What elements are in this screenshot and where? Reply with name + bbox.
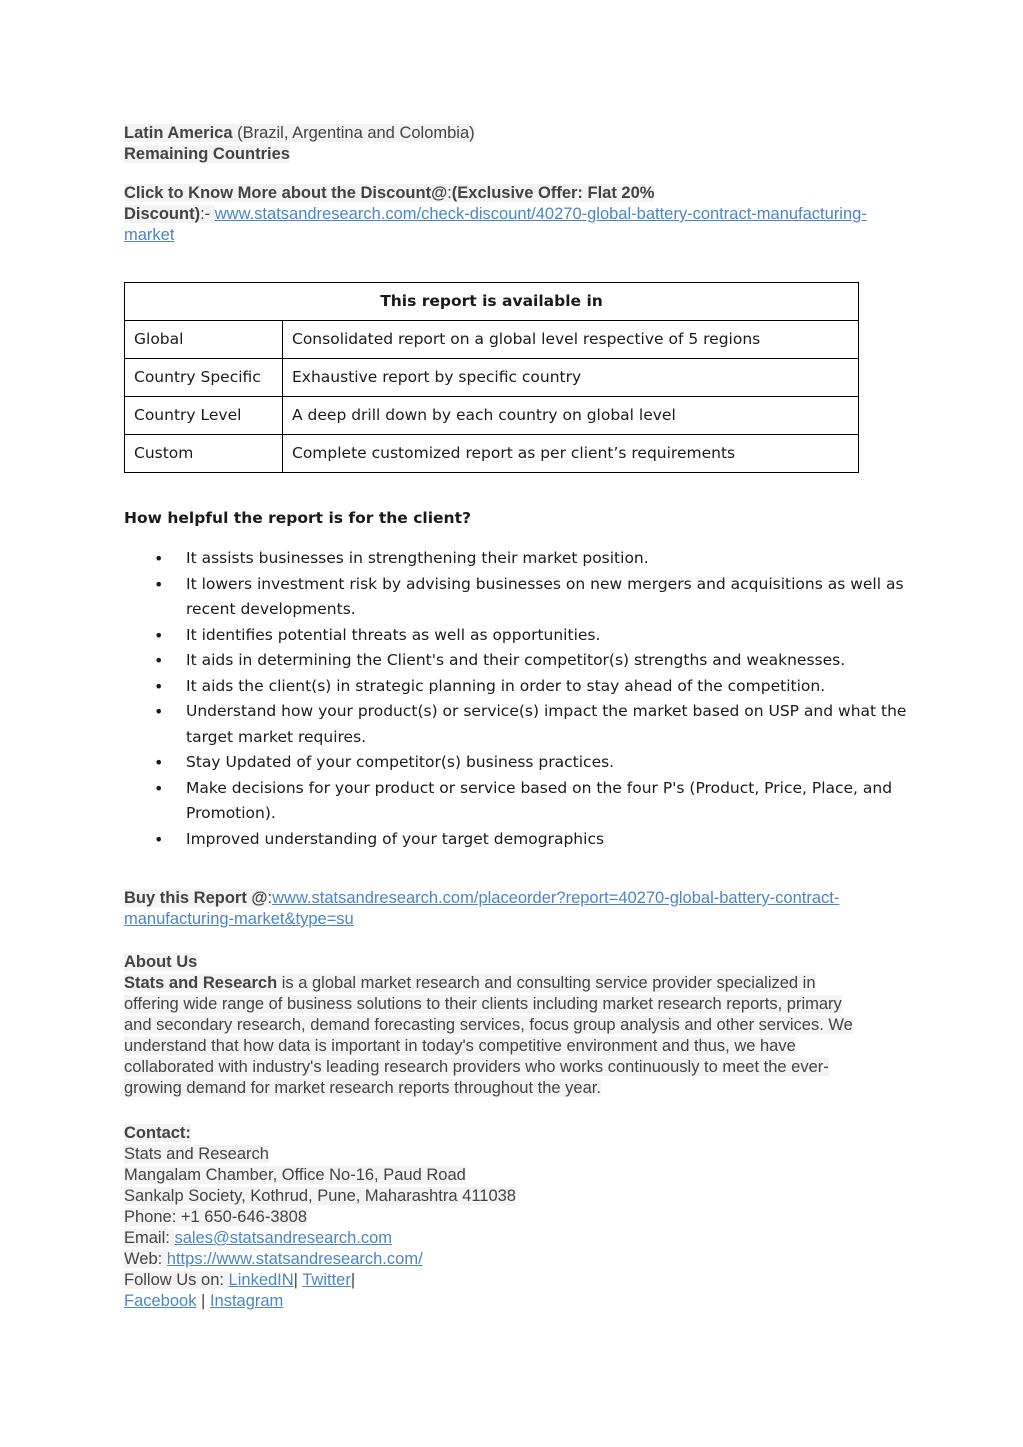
contact-block [124,1123,914,1312]
row-desc: Consolidated report on a global level respective of 5 regions [283,321,859,359]
about-heading [124,952,914,973]
discount-line-3 [124,225,914,246]
table-row [125,321,859,359]
about-text: understand that how data is important in today's competitive environment and thus, we have [124,1037,796,1055]
pipe-separator: | [196,1292,210,1310]
email-link[interactable]: sales@statsandresearch.com [174,1229,393,1247]
row-desc: Exhaustive report by specific country [283,359,859,397]
web-link[interactable]: https://www.statsandresearch.com/ [166,1250,423,1268]
contact-email [124,1228,914,1249]
pipe-separator: | [350,1271,356,1289]
about-block [124,952,914,1099]
buy-colon: : [267,889,273,907]
about-line [124,1078,914,1099]
discount-offer: (Exclusive Offer: Flat 20% [451,184,655,202]
row-type: Custom [125,435,283,473]
table-row [125,435,859,473]
remaining-countries: Remaining Countries [124,145,290,163]
discount-link-cont[interactable]: market [124,226,175,244]
table-header: This report is available in [125,283,859,321]
contact-name [124,1144,914,1165]
list-item: • It aids in determining the Client's and their competitor(s) strengths and weaknesses. [124,648,914,674]
helpful-heading: How helpful the report is for the client? [124,509,471,527]
contact-heading [124,1123,914,1144]
discount-label-end: Discount) [124,205,201,223]
contact-social [124,1291,914,1312]
row-desc: Complete customized report as per client’s requirements [283,435,859,473]
pipe-separator: | [293,1271,298,1289]
buy-link-cont[interactable]: manufacturing-market&type=su [124,910,354,928]
about-company: Stats and Research [124,974,278,992]
buy-block [124,888,914,930]
phone-text: Phone: +1 650-646-3808 [124,1208,308,1226]
contact-follow [124,1270,914,1291]
buy-link[interactable]: www.statsandresearch.com/placeorder?report=40270-global-battery-contract- [272,889,840,907]
about-text: growing demand for market research reports throughout the year. [124,1079,601,1097]
table-row [125,397,859,435]
discount-line-1 [124,183,914,204]
row-type: Country Level [125,397,283,435]
row-desc: A deep drill down by each country on global level [283,397,859,435]
about-line [124,994,914,1015]
list-item: • Make decisions for your product or service based on the four P's (Product, Price, Place, and Promotion). [124,776,914,827]
about-line [124,973,914,994]
facebook-link[interactable]: Facebook [124,1292,197,1310]
web-label: Web: [124,1250,167,1268]
about-line [124,1015,914,1036]
follow-label: Follow Us on: [124,1271,229,1289]
table-row [125,359,859,397]
contact-heading-text: Contact: [124,1124,191,1142]
linkedin-link[interactable]: LinkedIN [228,1271,294,1289]
twitter-link[interactable]: Twitter [302,1271,351,1289]
list-item: • It aids the client(s) in strategic planning in order to stay ahead of the competition. [124,674,914,700]
contact-address-2 [124,1186,914,1207]
row-type: Global [125,321,283,359]
buy-line-1 [124,888,914,909]
about-text: and secondary research, demand forecasting services, focus group analysis and other services. We [124,1016,853,1034]
discount-label: Click to Know More about the Discount@ [124,184,448,202]
list-item: • Understand how your product(s) or service(s) impact the market based on USP and what the target market requires. [124,699,914,750]
address-text: Mangalam Chamber, Office No-16, Paud Road [124,1166,466,1184]
instagram-link[interactable]: Instagram [209,1292,284,1310]
about-line [124,1036,914,1057]
discount-separator: :- [200,205,215,223]
contact-address-1 [124,1165,914,1186]
about-text: collaborated with industry's leading research providers who works continuously to meet the ever- [124,1058,829,1076]
helpful-list [124,546,914,852]
list-item: • It assists businesses in strengthening their market position. [124,546,914,572]
discount-colon: : [447,184,452,202]
email-label: Email: [124,1229,175,1247]
about-text: offering wide range of business solutions to their clients including market research reports, primary [124,995,842,1013]
latin-america-countries: (Brazil, Argentina and Colombia) [232,124,475,142]
about-text: is a global market research and consulting service provider specialized in [277,974,816,992]
about-line [124,1057,914,1078]
latin-america-label: Latin America [124,124,233,142]
buy-line-2 [124,909,914,930]
list-item: • Improved understanding of your target demographics [124,827,914,853]
about-heading-text: About Us [124,953,198,971]
discount-link[interactable]: www.statsandresearch.com/check-discount/40270-global-battery-contract-manufacturing- [214,205,867,223]
availability-table [124,282,859,473]
regions-block [124,123,914,165]
list-item: • It identifies potential threats as well as opportunities. [124,623,914,649]
remaining-countries-line [124,144,914,165]
latin-america-line [124,123,914,144]
contact-web [124,1249,914,1270]
row-type: Country Specific [125,359,283,397]
table-header-row [125,283,859,321]
list-item: • Stay Updated of your competitor(s) business practices. [124,750,914,776]
discount-block [124,183,914,246]
contact-phone [124,1207,914,1228]
contact-name-text: Stats and Research [124,1145,269,1163]
discount-line-2 [124,204,914,225]
list-item: • It lowers investment risk by advising businesses on new mergers and acquisitions as well as recent developments. [124,572,914,623]
address-text: Sankalp Society, Kothrud, Pune, Maharashtra 411038 [124,1187,516,1205]
buy-label: Buy this Report @ [124,889,268,907]
